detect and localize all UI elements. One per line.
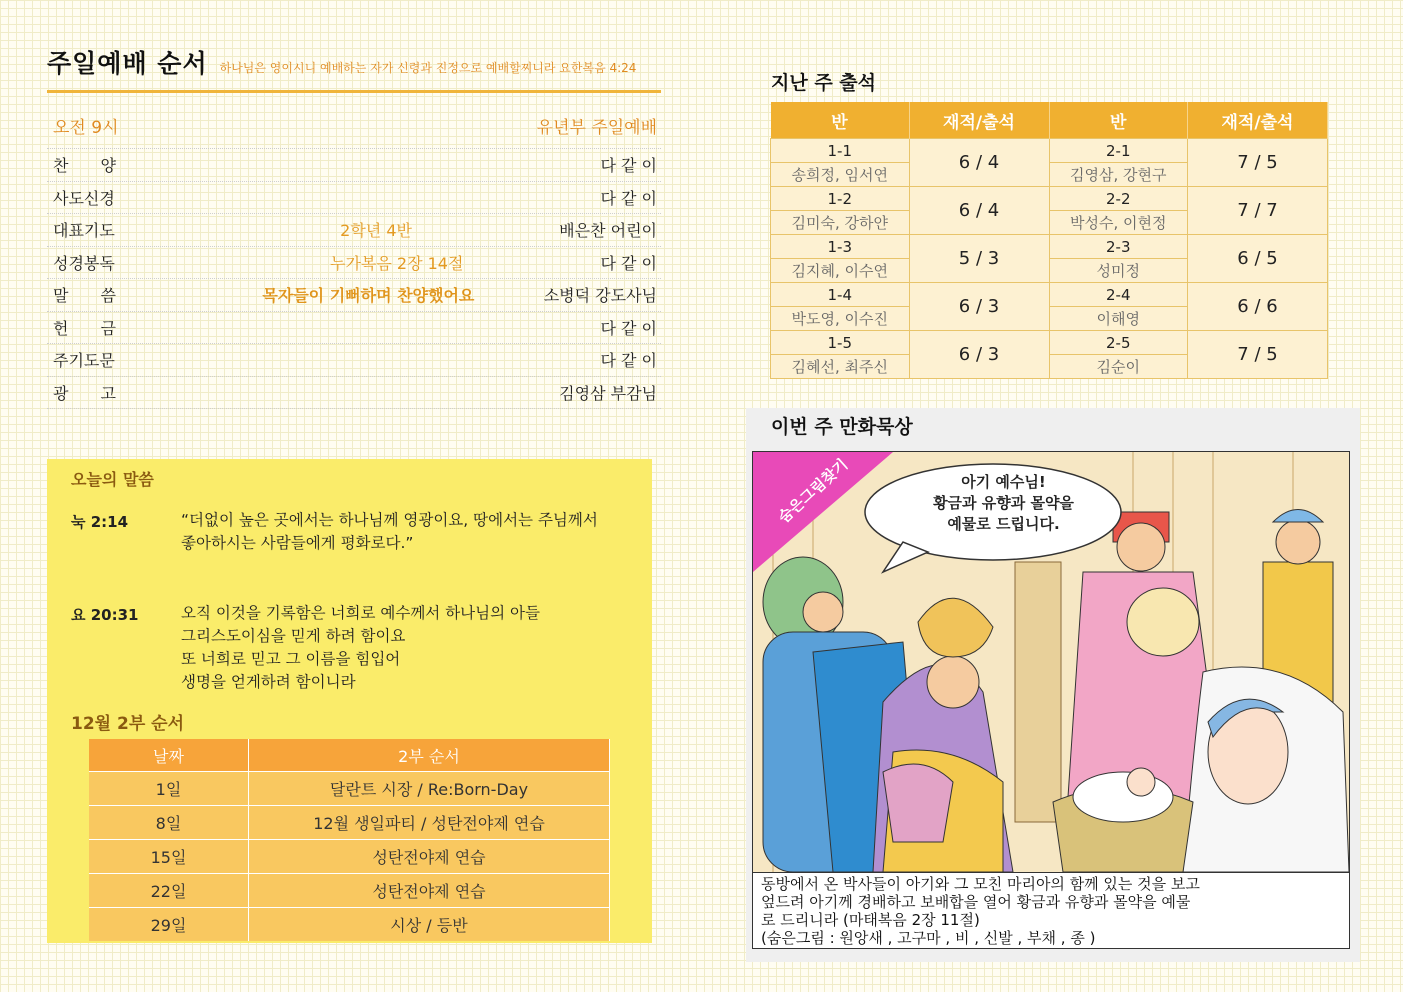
schedule-header-row [89,739,610,772]
order-row [47,149,661,182]
order-leader: 다 같 이 [600,253,657,273]
attendance-header: 반 [1049,102,1188,139]
order-leader: 다 같 이 [600,351,657,371]
class-number: 2-5 [1049,331,1188,355]
teacher-names: 김순이 [1049,355,1188,379]
cartoon-caption [753,872,1349,948]
order-row [47,312,661,345]
order-row [47,214,661,247]
verse-line: 좋아하시는 사람들에게 평화로다.” [181,534,414,552]
schedule-row [89,908,610,942]
schedule-row [89,840,610,874]
todays-word-box [47,459,652,943]
order-leader: 김영삼 부감님 [559,383,657,403]
order-leader: 다 같 이 [600,156,657,176]
order-label: 찬 양 [53,156,116,176]
worship-verse: 하나님은 영이시니 예배하는 자가 신령과 진정으로 예배할찌니라 요한복음 4:24 [219,61,637,75]
attendance-count: 6 / 6 [1188,283,1328,331]
worship-title: 주일예배 순서 [47,49,208,78]
order-row [47,279,661,312]
order-label: 성경봉독 [53,253,115,273]
order-label: 사도신경 [53,188,115,208]
order-label: 말 씀 [53,286,116,306]
class-number: 1-3 [771,235,910,259]
attendance-row [771,235,1328,259]
teacher-names: 김지혜, 이수연 [771,259,910,283]
class-number: 2-4 [1049,283,1188,307]
schedule-row [89,806,610,840]
verse-line: 생명을 얻게하려 함이니라 [181,673,356,691]
schedule-date: 15일 [89,840,249,874]
schedule-table [89,739,610,941]
attendance-header: 재적/출석 [1188,102,1328,139]
sermon-title: 목자들이 기뻐하며 찬양했어요 [262,286,475,306]
schedule-date: 8일 [89,806,249,840]
verse-line: “더없이 높은 곳에서는 하나님께 영광이요, 땅에서는 주님께서 [181,511,598,529]
order-row [47,377,661,410]
attendance-row [771,139,1328,163]
schedule-header: 날짜 [89,739,249,772]
class-number: 1-4 [771,283,910,307]
attendance-header: 재적/출석 [909,102,1049,139]
attendance-count: 5 / 3 [909,235,1049,283]
caption-line: (숨은그림 : 원앙새 , 고구마 , 비 , 신발 , 부채 , 종 ) [761,929,1096,947]
teacher-names: 박도영, 이수진 [771,307,910,331]
cartoon-section [746,408,1360,962]
order-leader: 다 같 이 [600,318,657,338]
attendance-count: 6 / 3 [909,283,1049,331]
bubble-line: 황금과 유향과 몰약을 [933,494,1074,512]
schedule-program: 성탄전야제 연습 [249,840,610,874]
caption-line: 엎드려 아기께 경배하고 보배합을 열어 황금과 유향과 몰약을 예물 [761,893,1191,911]
service-time: 오전 9시 [53,118,119,138]
class-number: 2-1 [1049,139,1188,163]
caption-line: 동방에서 온 박사들이 아기와 그 모친 마리아의 함께 있는 것을 보고 [761,875,1200,893]
bubble-line: 예물로 드립니다. [947,515,1060,533]
order-row [47,182,661,215]
verse-text [181,602,540,694]
attendance-count: 6 / 3 [909,331,1049,379]
bubble-line: 아기 예수님! [961,473,1046,491]
verse-line: 오직 이것을 기록함은 너희로 예수께서 하나님의 아들 [181,604,540,622]
order-detail: 누가복음 2장 14절 [330,253,464,273]
attendance-count: 7 / 5 [1188,331,1328,379]
attendance-count: 7 / 5 [1188,139,1328,187]
order-leader: 배은찬 어린이 [559,221,657,241]
schedule-row [89,772,610,806]
order-row [47,247,661,280]
attendance-table [770,102,1328,379]
cartoon-title: 이번 주 만화묵상 [771,416,913,438]
schedule-date: 29일 [89,908,249,942]
class-number: 1-1 [771,139,910,163]
verse-line: 그리스도이심을 믿게 하려 함이요 [181,627,406,645]
attendance-title: 지난 주 출석 [771,72,876,94]
service-info-row [47,113,661,149]
order-detail: 2학년 4반 [340,221,412,241]
class-number: 2-2 [1049,187,1188,211]
order-label: 헌 금 [53,318,116,338]
worship-order-section [47,44,661,409]
verse-ref: 요 20:31 [71,606,139,624]
verse-ref: 눅 2:14 [71,513,129,531]
schedule-program: 시상 / 등반 [249,908,610,942]
attendance-count: 6 / 5 [1188,235,1328,283]
class-number: 1-2 [771,187,910,211]
speech-bubble-text [901,472,1106,535]
teacher-names: 김혜선, 최주신 [771,355,910,379]
teacher-names: 박성수, 이현정 [1049,211,1188,235]
teacher-names: 김미숙, 강하얀 [771,211,910,235]
schedule-program: 12월 생일파티 / 성탄전야제 연습 [249,806,610,840]
order-label: 광 고 [53,383,116,403]
order-label: 대표기도 [53,221,115,241]
order-list [47,149,661,409]
schedule-row [89,874,610,908]
order-leader: 다 같 이 [600,188,657,208]
schedule-program: 성탄전야제 연습 [249,874,610,908]
attendance-header: 반 [771,102,910,139]
service-name: 유년부 주일예배 [536,118,657,138]
class-number: 1-5 [771,331,910,355]
teacher-names: 성미정 [1049,259,1188,283]
caption-line: 로 드리니라 (마태복음 2장 11절) [761,911,980,929]
order-label: 주기도문 [53,351,115,371]
class-number: 2-3 [1049,235,1188,259]
todays-word-title: 오늘의 말씀 [71,470,154,489]
order-leader: 소병덕 강도사님 [543,286,657,306]
attendance-count: 6 / 4 [909,139,1049,187]
order-row [47,344,661,377]
cartoon-frame [752,451,1350,949]
teacher-names: 이해영 [1049,307,1188,331]
attendance-row [771,331,1328,355]
verse-text [181,509,598,555]
attendance-row [771,283,1328,307]
verse-line: 또 너희로 믿고 그 이름을 힘입어 [181,650,401,668]
attendance-row [771,187,1328,211]
attendance-count: 6 / 4 [909,187,1049,235]
schedule-date: 1일 [89,772,249,806]
attendance-header-row [771,102,1328,139]
schedule-program: 달란트 시장 / Re:Born-Day [249,772,610,806]
teacher-names: 김영삼, 강현구 [1049,163,1188,187]
schedule-title: 12월 2부 순서 [71,714,185,734]
worship-header [47,44,661,93]
hidden-picture-banner: 숨은그림찾기 [774,455,852,527]
attendance-count: 7 / 7 [1188,187,1328,235]
schedule-date: 22일 [89,874,249,908]
teacher-names: 송희정, 임서연 [771,163,910,187]
schedule-header: 2부 순서 [249,739,610,772]
